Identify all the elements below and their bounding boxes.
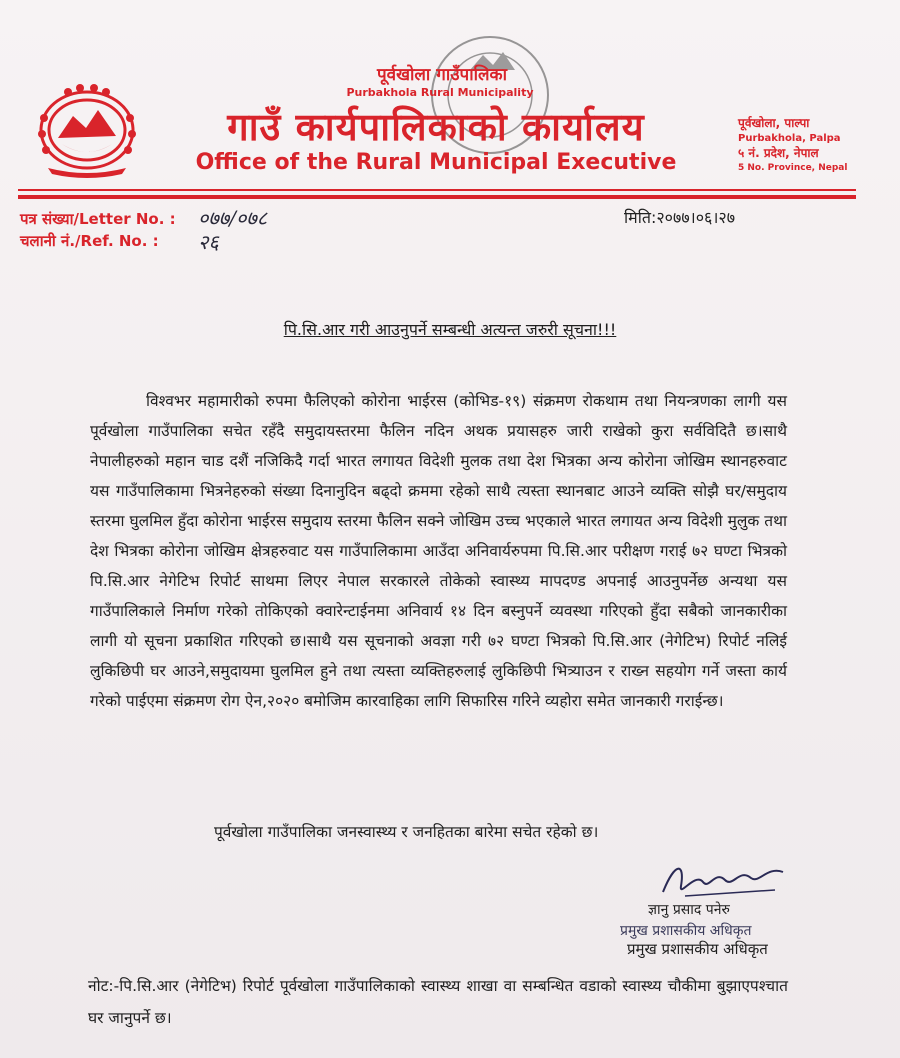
letter-no-label: पत्र संख्या/Letter No. : xyxy=(20,210,176,228)
signatory-title: प्रमुख प्रशासकीय अधिकृत xyxy=(627,940,768,958)
ref-no-label: चलानी नं./Ref. No. : xyxy=(20,232,159,250)
letter-date: मिति:२०७७।०६।२७ xyxy=(624,208,736,227)
nepal-emblem-icon xyxy=(28,78,146,178)
province-np: ५ नं. प्रदेश, नेपाल xyxy=(738,146,819,160)
office-title-en: Office of the Rural Municipal Executive xyxy=(195,150,677,175)
signatory-name: ज्ञानु प्रसाद पनेरु xyxy=(648,902,730,918)
notice-subject: पि.सि.आर गरी आउनुपर्ने सम्बन्धी अत्यन्त जरुरी सूचना!!! xyxy=(283,320,617,339)
header-divider xyxy=(18,189,856,191)
address-np: पूर्वखोला, पाल्पा xyxy=(738,116,810,130)
notice-body xyxy=(90,386,787,716)
municipality-name-np: पूर्वखोला गाउँपालिका xyxy=(376,65,507,85)
ref-no-value: २६ xyxy=(198,230,219,254)
signature xyxy=(655,852,795,907)
office-address xyxy=(738,116,858,176)
province-en: 5 No. Province, Nepal xyxy=(738,163,848,173)
header-divider-thick xyxy=(18,195,856,199)
letter-no-value: ०७७/०७८ xyxy=(198,206,268,230)
signatory-stamp-title: प्रमुख प्रशासकीय अधिकृत xyxy=(620,923,752,939)
notice-body-text: विश्वभर महामारीको रुपमा फैलिएको कोरोना भाईरस (कोभिड-१९) संक्रमण रोकथाम तथा नियन्त्रणका लागी यस पूर्वखोला गाउँपालिका सचेत रहँदै समुदायस्तरमा फैलिन नदिन अथक प्रयासहरु जारी राखेको कुरा सर्वविदितै छ।साथै नेपालीहरुको महान चाड दशैं नजिकिदै गर्दा भारत लगायत विदेशी मुलक तथा देश भित्रका अन्य कोरोना जोखिम स्थानहरुवाट यस गाउँपालिकामा भित्रनेहरुको संख्या दिनानुदिन बढ्दो क्रममा रहेको साथै त्यस्ता स्थानबाट आउने व्यक्ति सोझै घर/समुदाय स्तरमा घुलमिल हुँदा कोरोना भाईरस समुदाय स्तरमा फैलिन सक्ने जोखिम उच्च भएकाले भारत लगायत अन्य विदेशी मुलुक तथा देश भित्रका कोरोना जोखिम क्षेत्रहरुवाट यस गाउँपालिकामा आउँदा अनिवार्यरुपमा पि.सि.आर परीक्षण गराई ७२ घण्टा भित्रको पि.सि.आर नेगेटिभ रिपोर्ट साथमा लिएर नेपाल सरकारले तोकेको स्वास्थ्य मापदण्ड अपनाई आउनुपर्नेछ अन्यथा यस गाउँपालिकाले निर्माण गरेको तोकिएको क्वारेन्टाईनमा अनिवार्य १४ दिन बस्नुपर्ने व्यवस्था गरिएको हुँदा सबैको जानकारीका लागी यो सूचना प्रकाशित गरिएको छ।साथै यस सूचनाको अवज्ञा गरी ७२ घण्टा भित्रको पि.सि.आर (नेगेटिभ) रिपोर्ट नलिई लुकिछिपी घर आउने,समुदायमा घुलमिल हुने तथा त्यस्ता व्यक्तिहरुलाई लुकिछिपी भित्र्याउन र राख्न सहयोग गर्ने जस्ता कार्य गरेको पाईएमा संक्रमण रोग ऐन,२०२० बमोजिम कारवाहिका लागि सिफारिस गरिने व्यहोरा समेत जानकारी गराईन्छ। xyxy=(90,392,787,710)
closing-line: पूर्वखोला गाउँपालिका जनस्वास्थ्य र जनहितका बारेमा सचेत रहेको छ। xyxy=(214,823,599,841)
municipality-name-en: Purbakhola Rural Municipality xyxy=(346,86,534,99)
footer-note: नोट:-पि.सि.आर (नेगेटिभ) रिपोर्ट पूर्वखोला गाउँपालिकाको स्वास्थ्य शाखा वा सम्बन्धित वडाको स्वास्थ्य चौकीमा बुझाएपश्चात घर जानुपर्ने छ। xyxy=(88,977,788,1027)
office-title-np: गाउँ कार्यपालिकाको कार्यालय xyxy=(227,105,645,149)
address-en: Purbakhola, Palpa xyxy=(738,133,841,144)
